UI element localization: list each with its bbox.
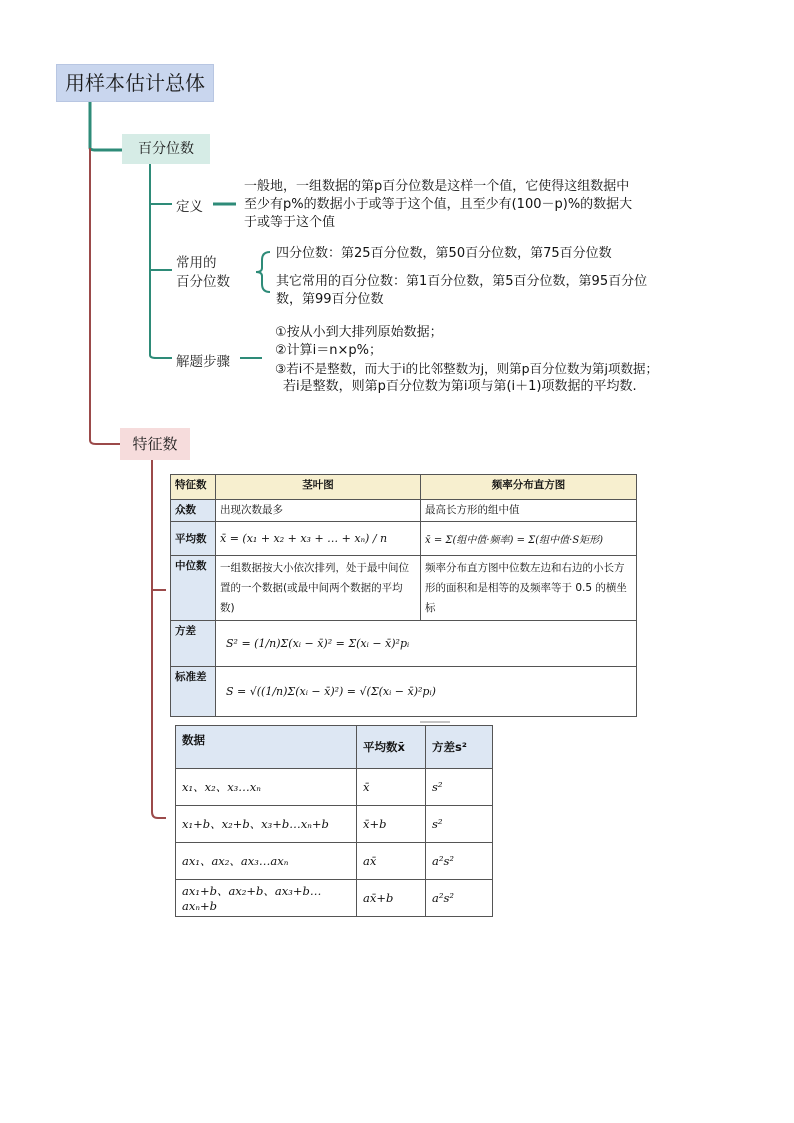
variance-cell: s²	[426, 769, 493, 806]
feature-table	[170, 474, 637, 717]
other-percentile-text	[276, 273, 647, 309]
step-line: 若i是整数，则第p百分位数为第i项与第(i＋1)项数据的平均数.	[283, 379, 637, 394]
common-label-line: 常用的	[176, 255, 217, 271]
common-label-line: 百分位数	[176, 274, 230, 290]
data-cell: x₁+b、x₂+b、x₃+b…xₙ+b	[176, 806, 357, 843]
row-name: 众数	[171, 500, 216, 522]
table-header: 特征数	[171, 475, 216, 500]
mean-cell: x̄	[357, 769, 426, 806]
common-percentile-label	[176, 254, 230, 292]
stem-cell: 出现次数最多	[216, 500, 421, 522]
table-header: 频率分布直方图	[421, 475, 637, 500]
table-header: 平均数x̄	[357, 726, 426, 769]
row-name: 平均数	[171, 522, 216, 556]
quartile-text: 四分位数：第25百分位数，第50百分位数，第75百分位数	[276, 246, 612, 261]
other-percentile-line: 数，第99百分位数	[276, 292, 384, 307]
data-cell: ax₁+b、ax₂+b、ax₃+b…axₙ+b	[176, 880, 357, 917]
data-cell: x₁、x₂、x₃…xₙ	[176, 769, 357, 806]
node-features: 特征数	[120, 428, 190, 460]
row-name: 中位数	[171, 556, 216, 621]
stem-cell: x̄ = (x₁ + x₂ + x₃ + … + xₙ) / n	[216, 522, 421, 556]
mean-cell: ax̄	[357, 843, 426, 880]
definition-line: 于或等于这个值	[244, 215, 336, 230]
definition-line: 至少有p%的数据小于或等于这个值，且至少有(100－p)%的数据大	[244, 197, 633, 212]
table-header: 方差s²	[426, 726, 493, 769]
data-cell: ax₁、ax₂、ax₃…axₙ	[176, 843, 357, 880]
node-percentile: 百分位数	[122, 134, 210, 164]
row-name: 方差	[171, 621, 216, 667]
transform-table	[175, 725, 493, 917]
stem-cell: 一组数据按大小依次排列，处于最中间位置的一个数据(或最中间两个数据的平均数)	[216, 556, 421, 621]
steps-text	[275, 324, 658, 396]
step-line: ②计算i＝n×p%；	[275, 343, 383, 358]
hist-cell: 频率分布直方图中位数左边和右边的小长方形的面积和是相等的及频率等于 0.5 的横坐标	[421, 556, 637, 621]
definition-text	[244, 178, 632, 232]
variance-cell: a²s²	[426, 843, 493, 880]
variance-formula: S² = (1/n)Σ(xᵢ − x̄)² = Σ(xᵢ − x̄)²pᵢ	[216, 621, 637, 667]
table-header: 数据	[176, 726, 357, 769]
steps-label: 解题步骤	[176, 354, 230, 370]
variance-cell: s²	[426, 806, 493, 843]
step-line: ①按从小到大排列原始数据；	[275, 325, 443, 340]
mean-cell: x̄+b	[357, 806, 426, 843]
other-percentile-line: 其它常用的百分位数：第1百分位数，第5百分位数，第95百分位	[276, 274, 648, 289]
hist-cell: 最高长方形的组中值	[421, 500, 637, 522]
std-formula: S = √((1/n)Σ(xᵢ − x̄)²) = √(Σ(xᵢ − x̄)²pᵢ)	[216, 667, 637, 717]
table-header: 茎叶图	[216, 475, 421, 500]
row-name: 标准差	[171, 667, 216, 717]
mean-cell: ax̄+b	[357, 880, 426, 917]
hist-cell: x̄ = Σ(组中值·频率) = Σ(组中值·S矩形)	[421, 522, 637, 556]
variance-cell: a²s²	[426, 880, 493, 917]
definition-line: 一般地，一组数据的第p百分位数是这样一个值，它使得这组数据中	[244, 179, 630, 194]
step-line: ③若i不是整数，而大于i的比邻整数为j，则第p百分位数为第j项数据；	[275, 361, 659, 376]
definition-label: 定义	[176, 199, 203, 215]
root-title: 用样本估计总体	[56, 64, 214, 102]
